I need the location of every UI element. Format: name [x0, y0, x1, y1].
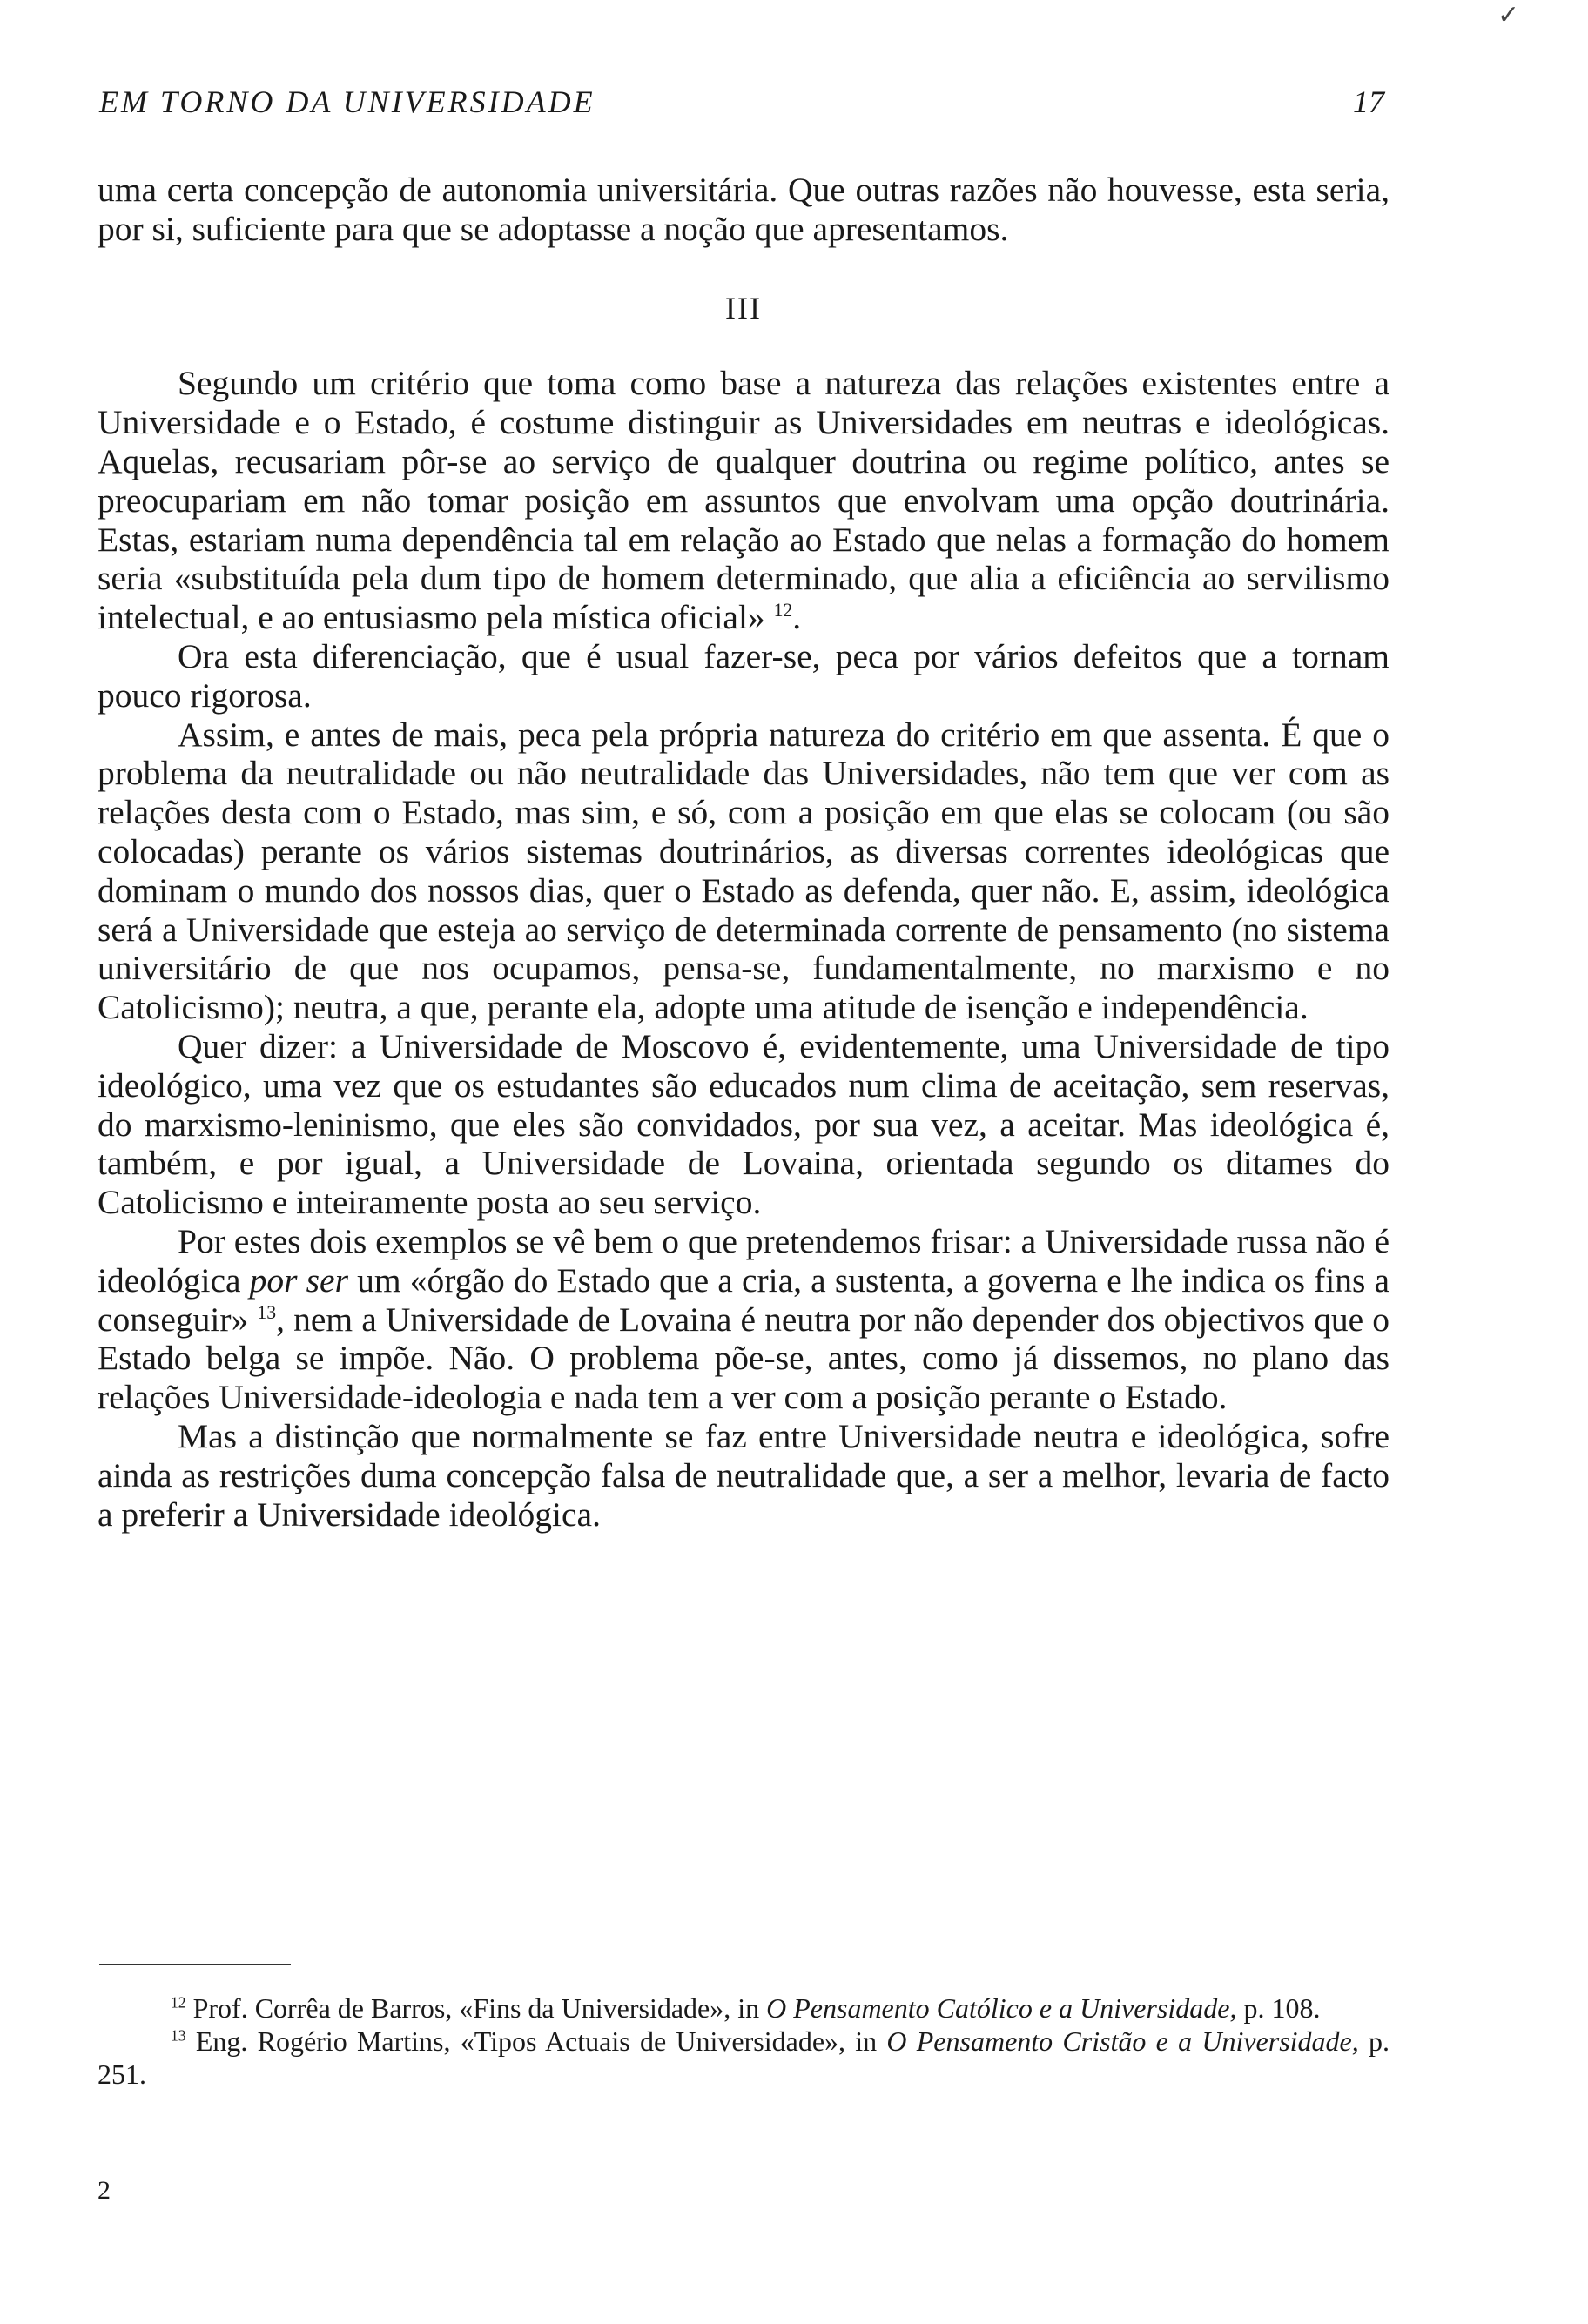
paragraph: Ora esta diferenciação, que é usual fazer-se, peca por vários defeitos que a tornam pouco rigorosa. — [98, 636, 1390, 715]
footnote-number: 13 — [171, 2026, 186, 2045]
paragraph — [98, 1222, 1390, 1417]
paragraph-text: Por estes dois exemplos se vê bem o que pretendemos frisar: a Universidade russa não é ideológica — [98, 1221, 1390, 1300]
footnote-text: Prof. Corrêa de Barros, «Fins da Universidade», in — [185, 1992, 767, 2024]
footnote-text: Eng. Rogério Martins, «Tipos Actuais de Universidade», in — [185, 2025, 887, 2057]
paragraph: Assim, e antes de mais, peca pela própria natureza do critério em que assenta. É que o problema da neutralidade ou não neutralidade das Universidades, não tem que ver com as relações desta com o Estado, mas sim, e só, com a posição em que elas se colocam (ou são colocadas) perante os vários sistemas doutrinários, as diversas correntes ideológicas que dominam o mundo dos nossos dias, quer o Estado as defenda, quer não. E, assim, ideológica será a Universidade que esteja ao serviço de determinada corrente de pensamento (no sistema universitário de que nos ocupamos, pensa-se, fundamentalmente, no marxismo e no Catolicismo); neutra, a que, perante ela, adopte uma atitude de isenção e independência. — [98, 715, 1390, 1027]
footnotes — [98, 1992, 1390, 2091]
signature-mark: 2 — [98, 2176, 111, 2205]
footnote-text: p. 108. — [1236, 1992, 1321, 2024]
paragraph-text: . — [792, 598, 802, 637]
paragraph-continuation: uma certa concepção de autonomia universitária. Que outras razões não houvesse, esta seria, por si, suficiente para que se adoptasse a noção que apresentamos. — [98, 171, 1390, 248]
page-number: 17 — [1353, 84, 1384, 119]
footnote-reference[interactable]: 12 — [773, 600, 793, 621]
emphasis-text: por ser — [249, 1260, 348, 1300]
footnote-divider — [99, 1964, 291, 1965]
paragraph-text: um «órgão do Estado que a cria, a sustenta, a governa e lhe indica os fins a conseguir» — [98, 1260, 1390, 1339]
footnote-title: O Pensamento Cristão e a Universidade, — [886, 2025, 1359, 2057]
paragraph: Mas a distinção que normalmente se faz entre Universidade neutra e ideológica, sofre ainda as restrições duma concepção falsa de neutralidade que, a ser a melhor, levaria de facto a preferir a Universidade ideológica. — [98, 1416, 1390, 1534]
footnote — [98, 2025, 1390, 2091]
pencil-tick-mark: ✓ — [1497, 1, 1520, 30]
paragraph-text: , nem a Universidade de Lovaina é neutra por não depender dos objectivos que o Estado belga se impõe. Não. O problema põe-se, antes, como já dissemos, no plano das relações Universidade-ideologia e nada tem a ver com a posição perante o Estado. — [98, 1300, 1390, 1417]
section-heading: III — [725, 290, 762, 326]
footnote-reference[interactable]: 13 — [257, 1301, 277, 1323]
running-title: EM TORNO DA UNIVERSIDADE — [99, 84, 596, 119]
paragraph — [98, 364, 1390, 637]
footnote-text: p. 251. — [98, 2025, 1390, 2090]
paragraph: Quer dizer: a Universidade de Moscovo é, evidentemente, uma Universidade de tipo ideológico, uma vez que os estudantes são educados num clima de aceitação, sem reservas, do marxismo-leninismo, que eles são convidados, por sua vez, a aceitar. Mas ideológica é, também, e por igual, a Universidade de Lovaina, orientada segundo os ditames do Catolicismo e inteiramente posta ao seu serviço. — [98, 1026, 1390, 1222]
footnote-number: 12 — [171, 1993, 186, 2012]
main-text — [98, 171, 1390, 1534]
footnote — [98, 1992, 1390, 2025]
footnote-title: O Pensamento Católico e a Universidade, — [766, 1992, 1237, 2024]
running-header — [99, 84, 1384, 136]
paragraph-text: Segundo um critério que toma como base a natureza das relações existentes entre a Universidade e o Estado, é costume distinguir as Universidades em neutras e ideológicas. Aquelas, recusariam pôr-se ao serviço de qualquer doutrina ou regime político, antes se preocupariam em não tomar posição em assuntos que envolvam uma opção doutrinária. Estas, estariam numa dependência tal em relação ao Estado que nelas a formação do homem seria «substituída pela dum tipo de homem determinado, que alia a eficiência ao servilismo intelectual, e ao entusiasmo pela mística oficial» — [98, 364, 1390, 637]
